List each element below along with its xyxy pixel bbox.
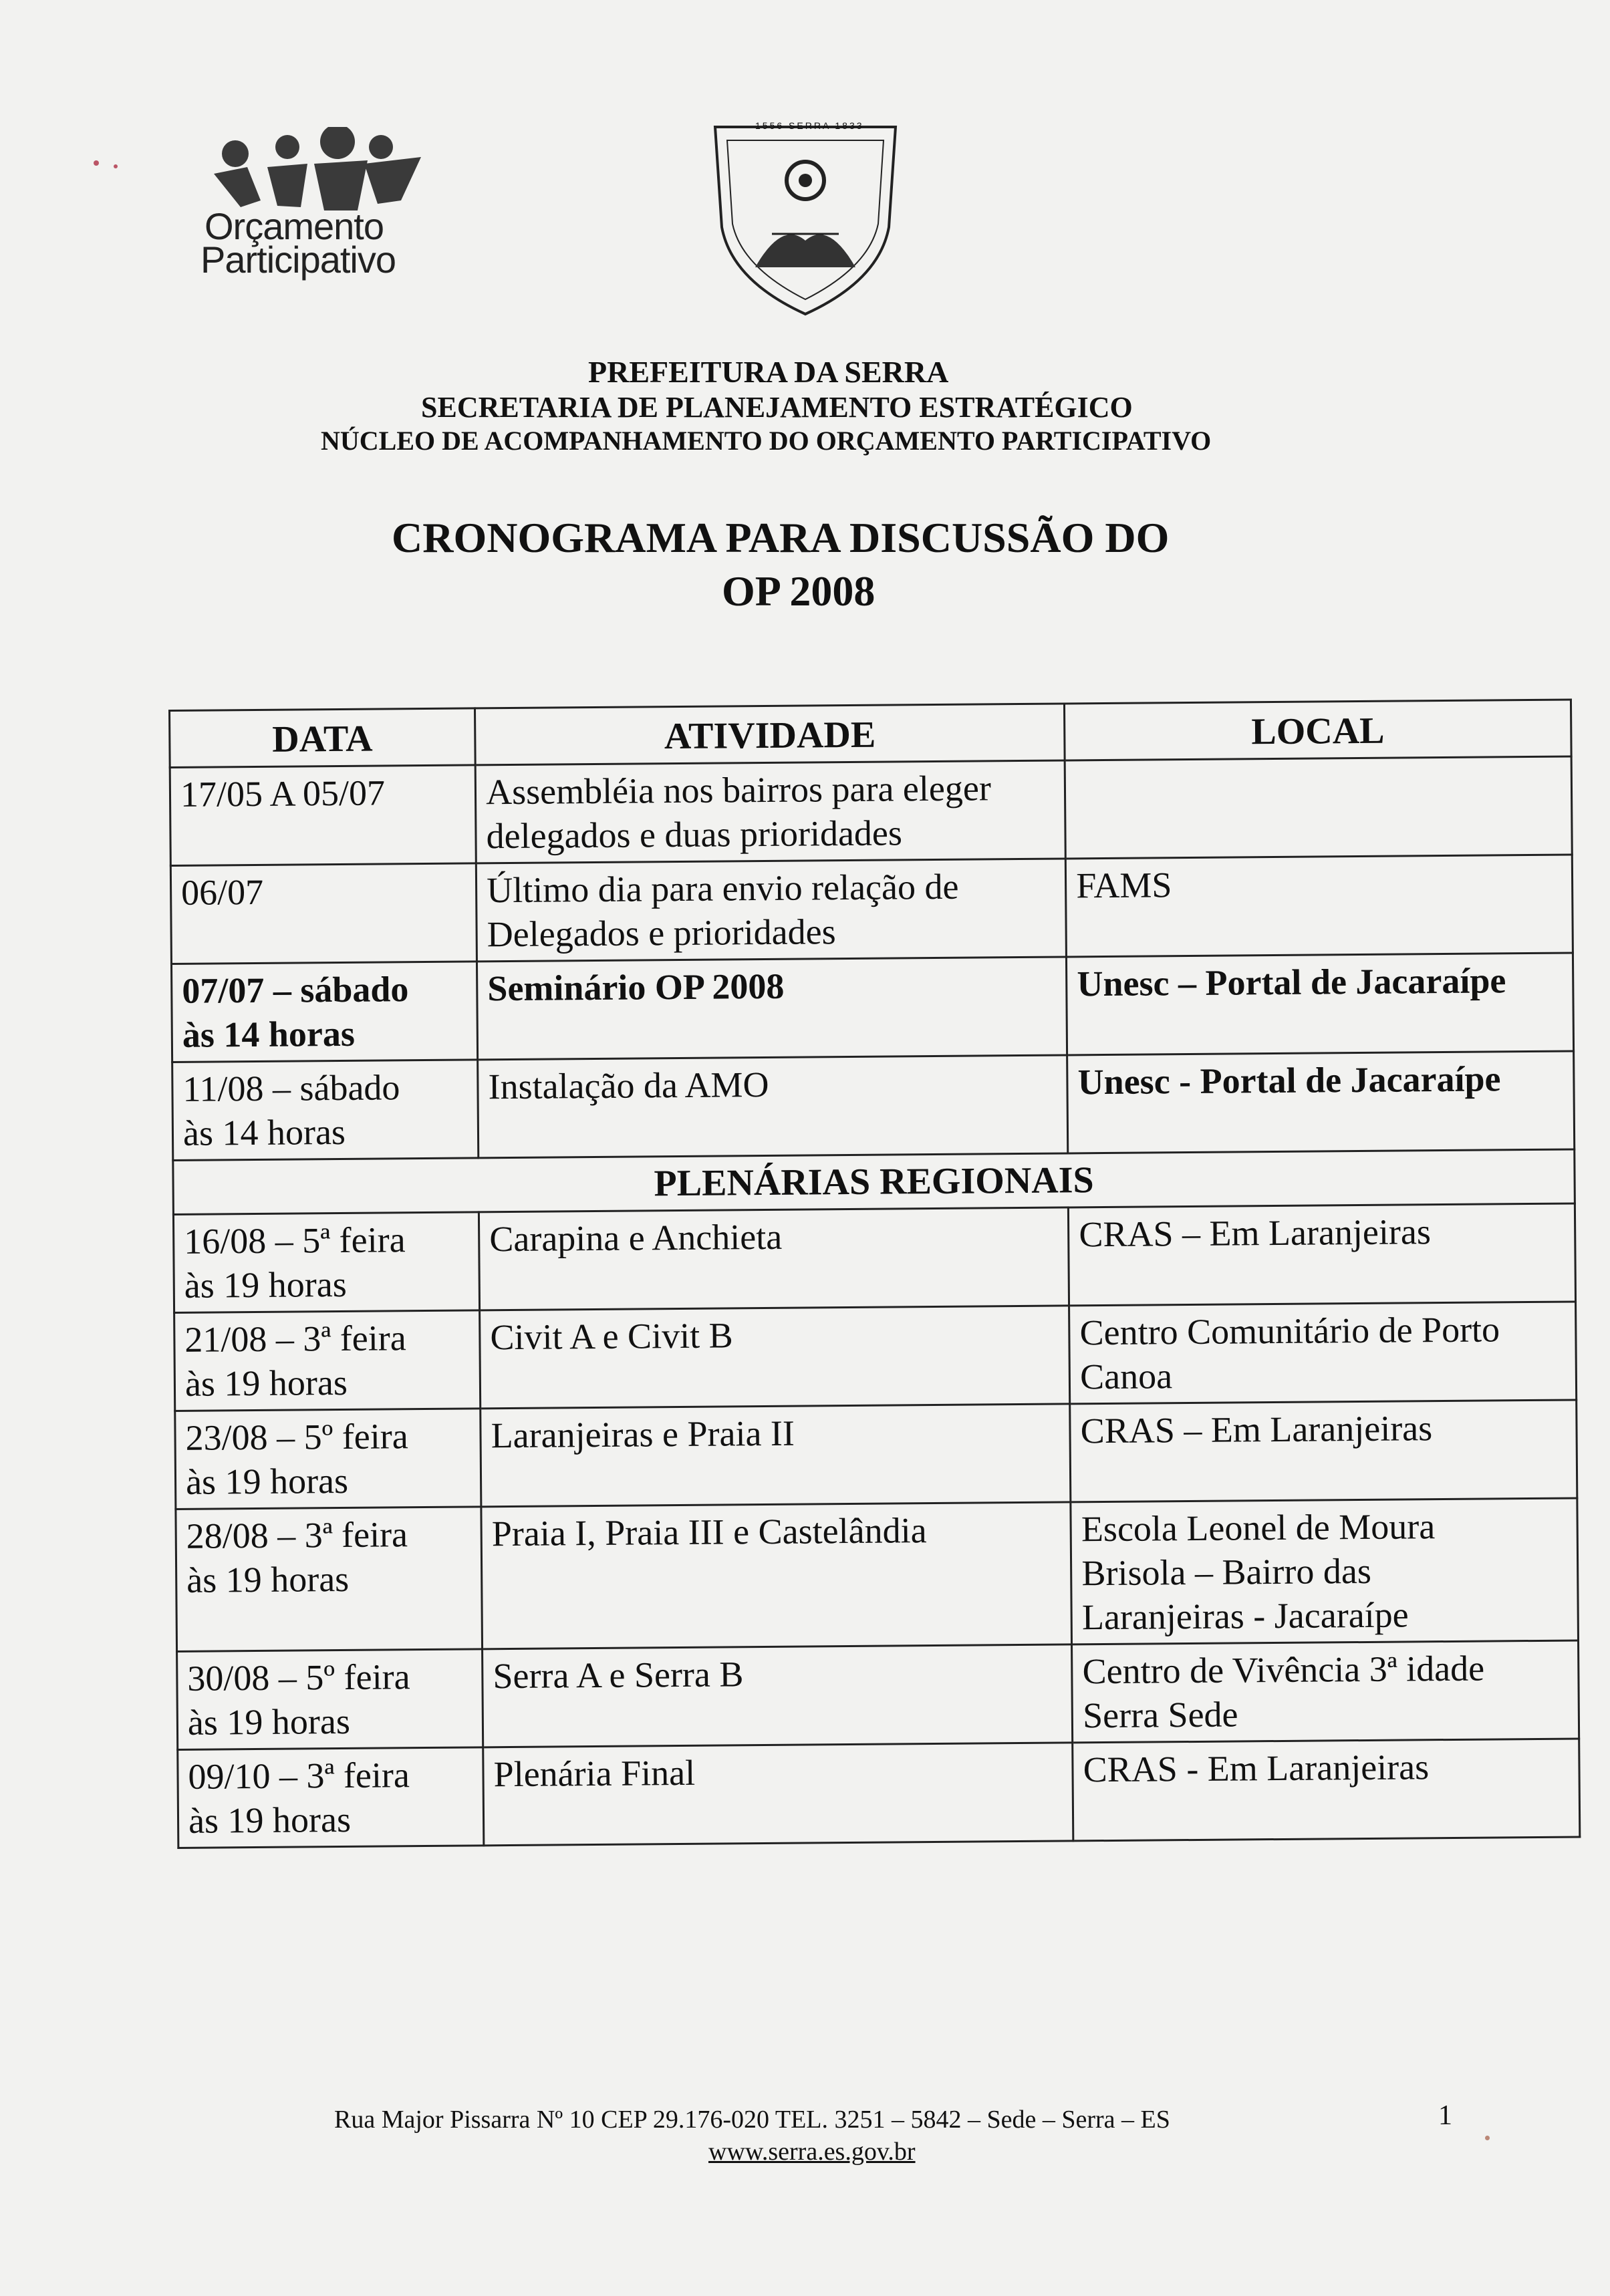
cell-text: às 19 horas — [184, 1264, 347, 1306]
cell-text: 28/08 – 3ª feira — [186, 1514, 408, 1556]
cell-local — [1072, 1640, 1579, 1743]
cell-text: Brisola – Bairro das — [1081, 1550, 1372, 1594]
title-line1: CRONOGRAMA PARA DISCUSSÃO DO — [392, 514, 1170, 561]
cell-text: delegados e duas prioridades — [486, 813, 903, 857]
cell-text: Instalação da AMO — [488, 1064, 769, 1107]
cell-local — [1069, 1302, 1577, 1404]
cell-local — [1071, 1498, 1578, 1644]
cell-data — [176, 1507, 483, 1652]
cell-text: Unesc - Portal de Jacaraípe — [1077, 1058, 1501, 1103]
title-line2: OP 2008 — [722, 567, 876, 615]
cell-atividade — [483, 1644, 1073, 1747]
header-secretaria: SECRETARIA DE PLANEJAMENTO ESTRATÉGICO — [421, 391, 1133, 424]
scan-speck — [1485, 2136, 1490, 2140]
scan-speck — [114, 164, 118, 168]
cell-local — [1067, 953, 1574, 1055]
cell-text: às 14 horas — [182, 1111, 346, 1153]
table-row — [176, 1498, 1579, 1651]
schedule-table — [168, 699, 1581, 1849]
cell-data — [171, 962, 477, 1062]
cell-atividade — [481, 1404, 1071, 1507]
cell-text: às 19 horas — [188, 1799, 352, 1841]
cell-local — [1066, 855, 1573, 957]
cell-text: 30/08 – 5º feira — [187, 1657, 410, 1699]
cell-data — [174, 1310, 481, 1411]
cell-atividade — [480, 1306, 1070, 1409]
cell-text: Centro Comunitário de Porto — [1079, 1309, 1500, 1353]
cell-text: 07/07 – sábado — [182, 969, 409, 1011]
header-nucleo: NÚCLEO DE ACOMPANHAMENTO DO ORÇAMENTO PARTICIPATIVO — [321, 426, 1212, 456]
header-data: DATA — [170, 708, 476, 768]
cell-atividade — [478, 1055, 1068, 1158]
cell-data — [170, 863, 477, 964]
cell-text: às 19 horas — [184, 1362, 348, 1404]
cell-text: Unesc – Portal de Jacaraípe — [1077, 960, 1506, 1004]
table-row — [172, 1051, 1575, 1160]
cell-text: CRAS - Em Laranjeiras — [1083, 1747, 1430, 1790]
cell-local — [1065, 756, 1572, 859]
table-row — [178, 1739, 1580, 1848]
cell-text: 16/08 – 5ª feira — [184, 1219, 406, 1262]
cell-text: Serra Sede — [1082, 1694, 1238, 1736]
cell-text: Laranjeiras - Jacaraípe — [1081, 1594, 1409, 1638]
table-row — [171, 953, 1573, 1062]
table-row — [175, 1400, 1577, 1509]
table-row — [177, 1640, 1579, 1749]
cell-atividade — [477, 957, 1067, 1060]
cell-text: às 19 horas — [187, 1701, 351, 1743]
cell-data — [177, 1649, 483, 1750]
cell-atividade — [481, 1502, 1072, 1649]
orcamento-participativo-logo — [200, 127, 441, 287]
cell-text: 23/08 – 5º feira — [185, 1416, 408, 1458]
section-title-plenarias: PLENÁRIAS REGIONAIS — [173, 1149, 1575, 1214]
cell-text: Centro de Vivência 3ª idade — [1082, 1648, 1485, 1692]
cell-data — [173, 1212, 479, 1313]
cell-local — [1070, 1400, 1577, 1502]
footer-url: www.serra.es.gov.br — [708, 2138, 916, 2166]
cell-text: às 14 horas — [182, 1013, 356, 1055]
table-row — [170, 855, 1573, 964]
cell-text: 17/05 A 05/07 — [180, 772, 386, 815]
crest-banner-text: 1556 SERRA 1833 — [755, 120, 864, 131]
logo-text-line1: Orçamento — [205, 205, 384, 247]
cell-text: Civit A e Civit B — [490, 1315, 733, 1358]
cell-local — [1073, 1739, 1580, 1841]
cell-text: às 19 horas — [186, 1558, 350, 1600]
cell-data — [170, 765, 476, 866]
scan-speck — [94, 160, 99, 166]
table-row — [173, 1203, 1575, 1312]
header-prefeitura: PREFEITURA DA SERRA — [588, 355, 949, 389]
cell-text: Delegados e prioridades — [487, 911, 836, 955]
cell-text: Canoa — [1079, 1356, 1173, 1397]
cell-text: CRAS – Em Laranjeiras — [1079, 1211, 1432, 1255]
table-row — [170, 756, 1572, 865]
cell-text: Último dia para envio relação de — [487, 866, 959, 911]
cell-atividade — [475, 760, 1065, 863]
cell-data — [178, 1747, 484, 1848]
cell-text: Carapina e Anchieta — [489, 1216, 783, 1260]
cell-data — [172, 1060, 479, 1161]
cell-text: CRAS – Em Laranjeiras — [1080, 1408, 1433, 1451]
cell-text: 09/10 – 3ª feira — [188, 1755, 410, 1797]
cell-atividade — [483, 1743, 1073, 1846]
header-atividade: ATIVIDADE — [475, 704, 1065, 765]
cell-text: 21/08 – 3ª feira — [184, 1318, 406, 1360]
cell-text: 06/07 — [180, 871, 264, 913]
header-local: LOCAL — [1065, 700, 1571, 760]
cell-local — [1069, 1203, 1576, 1306]
cell-text: Praia I, Praia III e Castelândia — [491, 1510, 927, 1554]
cell-local — [1067, 1051, 1575, 1153]
logo-text-line2: Participativo — [200, 239, 396, 281]
cell-text: Laranjeiras e Praia II — [491, 1413, 795, 1456]
table-header-row — [170, 700, 1572, 767]
cell-atividade — [479, 1207, 1069, 1310]
cell-text: Assembléia nos bairros para eleger — [485, 768, 992, 813]
page-number: 1 — [1438, 2100, 1452, 2131]
cell-text: FAMS — [1076, 865, 1172, 906]
cell-text: Serra A e Serra B — [493, 1654, 744, 1697]
cell-text: Seminário OP 2008 — [487, 966, 785, 1009]
cell-data — [175, 1409, 481, 1510]
cell-atividade — [476, 859, 1066, 962]
serra-crest-emblem — [708, 114, 902, 321]
cell-text: às 19 horas — [185, 1460, 349, 1502]
cell-text: 11/08 – sábado — [182, 1067, 400, 1109]
cell-text: Plenária Final — [493, 1752, 696, 1795]
footer-address: Rua Major Pissarra Nº 10 CEP 29.176-020 TEL. 3251 – 5842 – Sede – Serra – ES — [334, 2106, 1170, 2134]
table-row — [174, 1302, 1577, 1411]
cell-text: Escola Leonel de Moura — [1081, 1506, 1436, 1550]
